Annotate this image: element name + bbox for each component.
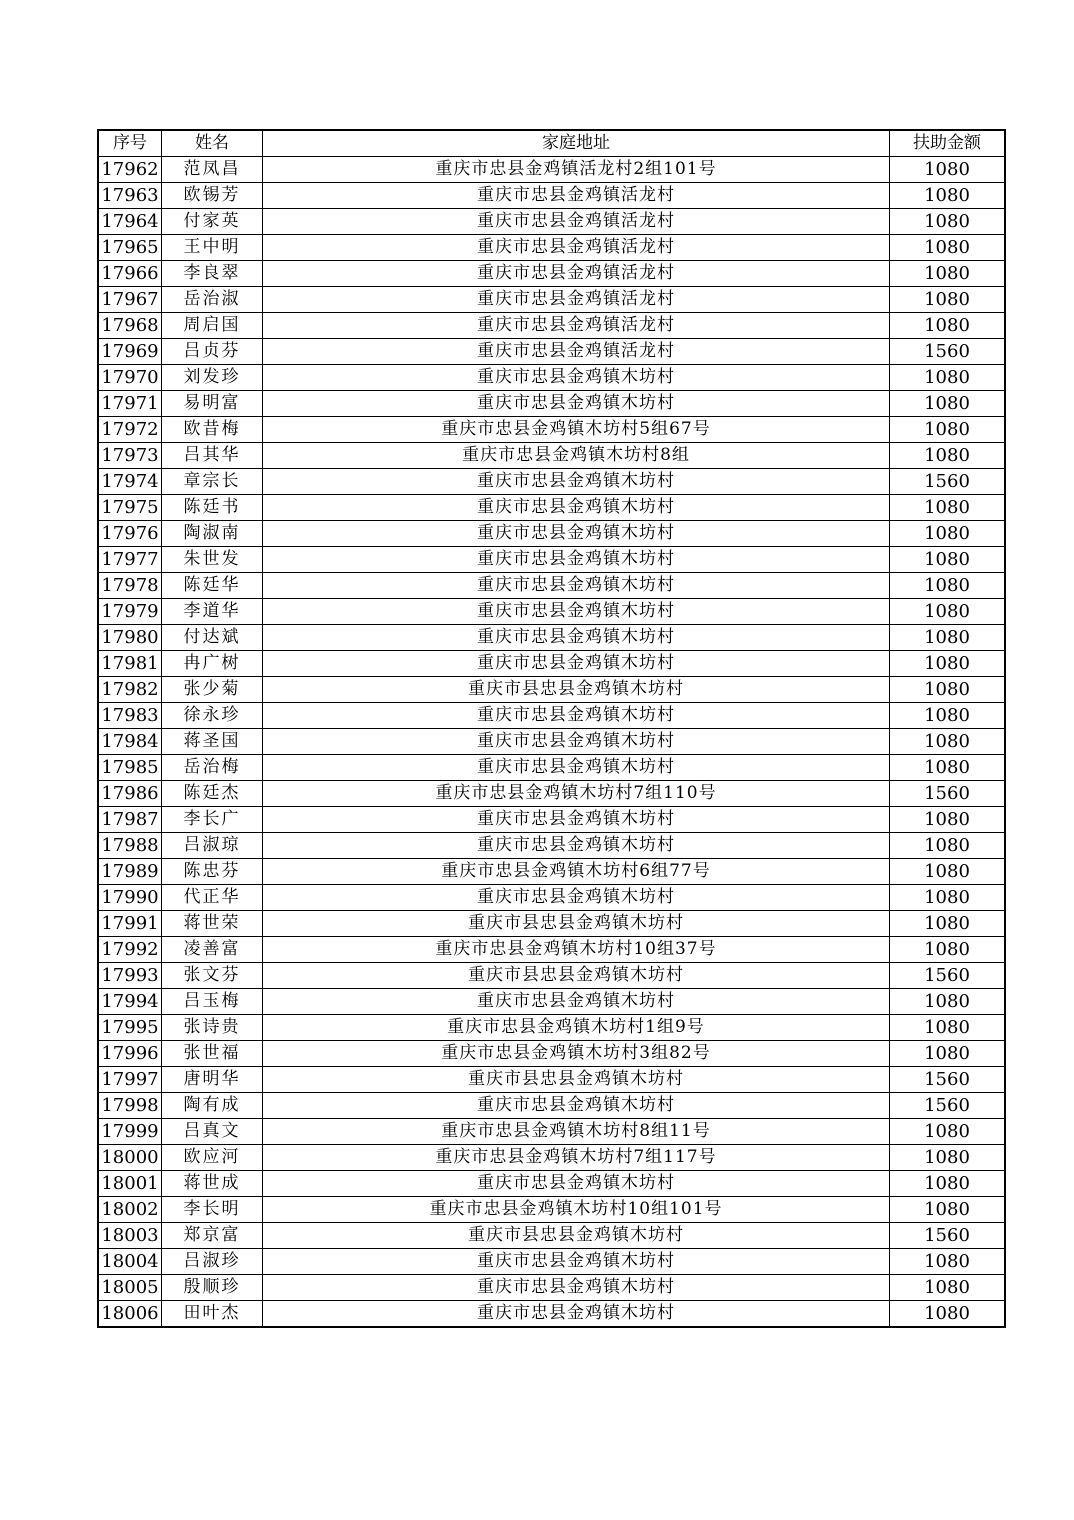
cell-assistance-amount: 1080 — [890, 547, 1006, 573]
cell-assistance-amount: 1080 — [890, 287, 1006, 313]
cell-serial-number: 17985 — [98, 755, 162, 781]
cell-home-address: 重庆市忠县金鸡镇木坊村 — [263, 1093, 890, 1119]
table-row — [98, 339, 1005, 365]
cell-name: 郑京富 — [162, 1223, 263, 1249]
cell-assistance-amount: 1080 — [890, 703, 1006, 729]
cell-assistance-amount: 1080 — [890, 911, 1006, 937]
header-serial-number: 序号 — [98, 130, 162, 157]
cell-name: 范凤昌 — [162, 157, 263, 183]
cell-serial-number: 17991 — [98, 911, 162, 937]
cell-assistance-amount: 1080 — [890, 651, 1006, 677]
cell-serial-number: 18005 — [98, 1275, 162, 1301]
table-row — [98, 495, 1005, 521]
cell-home-address: 重庆市忠县金鸡镇木坊村 — [263, 573, 890, 599]
cell-serial-number: 17981 — [98, 651, 162, 677]
cell-name: 吕淑琼 — [162, 833, 263, 859]
table-body — [98, 157, 1005, 1328]
table-row — [98, 1223, 1005, 1249]
cell-serial-number: 17968 — [98, 313, 162, 339]
cell-serial-number: 17994 — [98, 989, 162, 1015]
table-row — [98, 521, 1005, 547]
cell-home-address: 重庆市忠县金鸡镇活龙村 — [263, 313, 890, 339]
cell-name: 周启国 — [162, 313, 263, 339]
cell-home-address: 重庆市忠县金鸡镇木坊村 — [263, 1301, 890, 1328]
table-row — [98, 729, 1005, 755]
cell-name: 陶淑南 — [162, 521, 263, 547]
cell-assistance-amount: 1080 — [890, 495, 1006, 521]
cell-name: 付家英 — [162, 209, 263, 235]
cell-serial-number: 17982 — [98, 677, 162, 703]
cell-name: 欧应河 — [162, 1145, 263, 1171]
cell-assistance-amount: 1080 — [890, 417, 1006, 443]
table-row — [98, 1067, 1005, 1093]
cell-serial-number: 17973 — [98, 443, 162, 469]
cell-serial-number: 17987 — [98, 807, 162, 833]
table-row — [98, 313, 1005, 339]
cell-assistance-amount: 1080 — [890, 443, 1006, 469]
cell-name: 蒋圣国 — [162, 729, 263, 755]
table-row — [98, 1145, 1005, 1171]
cell-serial-number: 17977 — [98, 547, 162, 573]
cell-serial-number: 17970 — [98, 365, 162, 391]
cell-serial-number: 17999 — [98, 1119, 162, 1145]
table-row — [98, 183, 1005, 209]
cell-name: 陈廷华 — [162, 573, 263, 599]
cell-home-address: 重庆市忠县金鸡镇木坊村7组110号 — [263, 781, 890, 807]
cell-serial-number: 17971 — [98, 391, 162, 417]
cell-serial-number: 17993 — [98, 963, 162, 989]
table-row — [98, 235, 1005, 261]
table-row — [98, 885, 1005, 911]
cell-name: 张诗贵 — [162, 1015, 263, 1041]
cell-name: 张世福 — [162, 1041, 263, 1067]
cell-assistance-amount: 1560 — [890, 469, 1006, 495]
cell-serial-number: 17969 — [98, 339, 162, 365]
table-row — [98, 547, 1005, 573]
cell-home-address: 重庆市县忠县金鸡镇木坊村 — [263, 963, 890, 989]
cell-name: 朱世发 — [162, 547, 263, 573]
cell-assistance-amount: 1080 — [890, 1015, 1006, 1041]
cell-assistance-amount: 1080 — [890, 1249, 1006, 1275]
cell-name: 吕其华 — [162, 443, 263, 469]
table-row — [98, 1275, 1005, 1301]
assistance-table-sheet — [97, 129, 999, 1328]
cell-assistance-amount: 1080 — [890, 833, 1006, 859]
cell-assistance-amount: 1560 — [890, 963, 1006, 989]
cell-serial-number: 17996 — [98, 1041, 162, 1067]
header-row — [98, 130, 1005, 157]
table-row — [98, 755, 1005, 781]
cell-home-address: 重庆市忠县金鸡镇活龙村 — [263, 287, 890, 313]
cell-name: 李长明 — [162, 1197, 263, 1223]
cell-assistance-amount: 1560 — [890, 1223, 1006, 1249]
cell-home-address: 重庆市忠县金鸡镇木坊村 — [263, 599, 890, 625]
cell-assistance-amount: 1080 — [890, 807, 1006, 833]
cell-name: 吕真文 — [162, 1119, 263, 1145]
cell-name: 李良翠 — [162, 261, 263, 287]
cell-assistance-amount: 1080 — [890, 729, 1006, 755]
cell-serial-number: 18001 — [98, 1171, 162, 1197]
cell-serial-number: 17974 — [98, 469, 162, 495]
table-row — [98, 911, 1005, 937]
header-home-address: 家庭地址 — [263, 130, 890, 157]
cell-assistance-amount: 1080 — [890, 235, 1006, 261]
cell-serial-number: 17975 — [98, 495, 162, 521]
cell-name: 张文芬 — [162, 963, 263, 989]
cell-serial-number: 17963 — [98, 183, 162, 209]
cell-home-address: 重庆市忠县金鸡镇活龙村 — [263, 261, 890, 287]
cell-home-address: 重庆市县忠县金鸡镇木坊村 — [263, 911, 890, 937]
cell-name: 蒋世荣 — [162, 911, 263, 937]
cell-name: 唐明华 — [162, 1067, 263, 1093]
cell-assistance-amount: 1560 — [890, 1093, 1006, 1119]
cell-assistance-amount: 1080 — [890, 391, 1006, 417]
cell-name: 陈忠芬 — [162, 859, 263, 885]
table-row — [98, 1197, 1005, 1223]
cell-assistance-amount: 1080 — [890, 209, 1006, 235]
table-row — [98, 989, 1005, 1015]
table-row — [98, 1171, 1005, 1197]
table-row — [98, 287, 1005, 313]
cell-name: 凌善富 — [162, 937, 263, 963]
cell-home-address: 重庆市忠县金鸡镇木坊村1组9号 — [263, 1015, 890, 1041]
cell-home-address: 重庆市忠县金鸡镇木坊村3组82号 — [263, 1041, 890, 1067]
cell-assistance-amount: 1080 — [890, 885, 1006, 911]
cell-name: 王中明 — [162, 235, 263, 261]
cell-home-address: 重庆市忠县金鸡镇木坊村 — [263, 547, 890, 573]
cell-name: 陈廷杰 — [162, 781, 263, 807]
cell-serial-number: 17997 — [98, 1067, 162, 1093]
table-row — [98, 157, 1005, 183]
cell-assistance-amount: 1080 — [890, 1041, 1006, 1067]
cell-home-address: 重庆市忠县金鸡镇木坊村7组117号 — [263, 1145, 890, 1171]
table-row — [98, 209, 1005, 235]
cell-home-address: 重庆市忠县金鸡镇木坊村8组 — [263, 443, 890, 469]
cell-serial-number: 17984 — [98, 729, 162, 755]
cell-name: 岳治梅 — [162, 755, 263, 781]
table-row — [98, 1093, 1005, 1119]
cell-name: 欧昔梅 — [162, 417, 263, 443]
table-header — [98, 130, 1005, 157]
cell-assistance-amount: 1080 — [890, 677, 1006, 703]
cell-home-address: 重庆市忠县金鸡镇木坊村 — [263, 807, 890, 833]
cell-home-address: 重庆市忠县金鸡镇活龙村 — [263, 183, 890, 209]
cell-home-address: 重庆市忠县金鸡镇木坊村 — [263, 1275, 890, 1301]
cell-serial-number: 17998 — [98, 1093, 162, 1119]
table-row — [98, 963, 1005, 989]
cell-serial-number: 18003 — [98, 1223, 162, 1249]
cell-home-address: 重庆市忠县金鸡镇木坊村 — [263, 391, 890, 417]
cell-assistance-amount: 1560 — [890, 781, 1006, 807]
cell-assistance-amount: 1560 — [890, 339, 1006, 365]
cell-home-address: 重庆市县忠县金鸡镇木坊村 — [263, 677, 890, 703]
table-row — [98, 651, 1005, 677]
cell-home-address: 重庆市忠县金鸡镇木坊村6组77号 — [263, 859, 890, 885]
cell-name: 欧锡芳 — [162, 183, 263, 209]
table-row — [98, 625, 1005, 651]
cell-name: 冉广树 — [162, 651, 263, 677]
cell-assistance-amount: 1080 — [890, 183, 1006, 209]
cell-name: 易明富 — [162, 391, 263, 417]
table-row — [98, 1119, 1005, 1145]
table-row — [98, 937, 1005, 963]
cell-name: 田叶杰 — [162, 1301, 263, 1328]
cell-name: 刘发珍 — [162, 365, 263, 391]
cell-serial-number: 17980 — [98, 625, 162, 651]
cell-home-address: 重庆市忠县金鸡镇活龙村 — [263, 339, 890, 365]
cell-serial-number: 17989 — [98, 859, 162, 885]
cell-home-address: 重庆市忠县金鸡镇木坊村 — [263, 1249, 890, 1275]
cell-home-address: 重庆市忠县金鸡镇活龙村2组101号 — [263, 157, 890, 183]
cell-home-address: 重庆市忠县金鸡镇木坊村10组101号 — [263, 1197, 890, 1223]
cell-assistance-amount: 1080 — [890, 1275, 1006, 1301]
cell-home-address: 重庆市忠县金鸡镇木坊村 — [263, 365, 890, 391]
cell-home-address: 重庆市忠县金鸡镇木坊村 — [263, 833, 890, 859]
cell-serial-number: 18002 — [98, 1197, 162, 1223]
table-row — [98, 781, 1005, 807]
cell-home-address: 重庆市忠县金鸡镇木坊村 — [263, 729, 890, 755]
cell-name: 张少菊 — [162, 677, 263, 703]
cell-home-address: 重庆市忠县金鸡镇木坊村5组67号 — [263, 417, 890, 443]
cell-assistance-amount: 1080 — [890, 989, 1006, 1015]
table-row — [98, 573, 1005, 599]
cell-name: 陶有成 — [162, 1093, 263, 1119]
cell-home-address: 重庆市忠县金鸡镇木坊村 — [263, 703, 890, 729]
cell-home-address: 重庆市忠县金鸡镇木坊村 — [263, 989, 890, 1015]
cell-home-address: 重庆市忠县金鸡镇木坊村 — [263, 885, 890, 911]
table-row — [98, 469, 1005, 495]
cell-serial-number: 17978 — [98, 573, 162, 599]
table-row — [98, 443, 1005, 469]
cell-serial-number: 17962 — [98, 157, 162, 183]
cell-assistance-amount: 1080 — [890, 365, 1006, 391]
cell-assistance-amount: 1080 — [890, 521, 1006, 547]
cell-serial-number: 18000 — [98, 1145, 162, 1171]
table-row — [98, 1249, 1005, 1275]
cell-name: 殷顺珍 — [162, 1275, 263, 1301]
cell-name: 吕淑珍 — [162, 1249, 263, 1275]
cell-name: 李长广 — [162, 807, 263, 833]
table-row — [98, 599, 1005, 625]
cell-home-address: 重庆市忠县金鸡镇木坊村10组37号 — [263, 937, 890, 963]
cell-assistance-amount: 1080 — [890, 313, 1006, 339]
cell-serial-number: 17976 — [98, 521, 162, 547]
table-row — [98, 859, 1005, 885]
assistance-table — [97, 129, 1006, 1328]
cell-name: 付达斌 — [162, 625, 263, 651]
cell-home-address: 重庆市忠县金鸡镇木坊村 — [263, 1171, 890, 1197]
cell-assistance-amount: 1080 — [890, 859, 1006, 885]
cell-home-address: 重庆市忠县金鸡镇木坊村8组11号 — [263, 1119, 890, 1145]
header-name: 姓名 — [162, 130, 263, 157]
cell-assistance-amount: 1080 — [890, 573, 1006, 599]
cell-assistance-amount: 1080 — [890, 1197, 1006, 1223]
cell-home-address: 重庆市忠县金鸡镇木坊村 — [263, 469, 890, 495]
cell-assistance-amount: 1080 — [890, 157, 1006, 183]
header-assistance-amount: 扶助金额 — [890, 130, 1006, 157]
cell-home-address: 重庆市忠县金鸡镇木坊村 — [263, 495, 890, 521]
table-row — [98, 417, 1005, 443]
cell-home-address: 重庆市忠县金鸡镇活龙村 — [263, 235, 890, 261]
cell-name: 蒋世成 — [162, 1171, 263, 1197]
table-row — [98, 703, 1005, 729]
cell-name: 吕贞芬 — [162, 339, 263, 365]
cell-home-address: 重庆市县忠县金鸡镇木坊村 — [263, 1223, 890, 1249]
cell-serial-number: 17964 — [98, 209, 162, 235]
cell-serial-number: 17972 — [98, 417, 162, 443]
cell-name: 李道华 — [162, 599, 263, 625]
cell-assistance-amount: 1080 — [890, 599, 1006, 625]
cell-name: 岳治淑 — [162, 287, 263, 313]
cell-assistance-amount: 1080 — [890, 1119, 1006, 1145]
table-row — [98, 833, 1005, 859]
cell-home-address: 重庆市忠县金鸡镇木坊村 — [263, 651, 890, 677]
cell-assistance-amount: 1080 — [890, 625, 1006, 651]
cell-serial-number: 17992 — [98, 937, 162, 963]
cell-serial-number: 17995 — [98, 1015, 162, 1041]
cell-serial-number: 17988 — [98, 833, 162, 859]
table-row — [98, 1015, 1005, 1041]
cell-assistance-amount: 1080 — [890, 755, 1006, 781]
cell-serial-number: 17967 — [98, 287, 162, 313]
cell-serial-number: 17979 — [98, 599, 162, 625]
table-row — [98, 365, 1005, 391]
table-row — [98, 391, 1005, 417]
cell-serial-number: 18004 — [98, 1249, 162, 1275]
cell-home-address: 重庆市忠县金鸡镇木坊村 — [263, 625, 890, 651]
table-row — [98, 807, 1005, 833]
cell-assistance-amount: 1560 — [890, 1067, 1006, 1093]
cell-serial-number: 17983 — [98, 703, 162, 729]
cell-assistance-amount: 1080 — [890, 1301, 1006, 1328]
cell-serial-number: 17966 — [98, 261, 162, 287]
cell-assistance-amount: 1080 — [890, 937, 1006, 963]
cell-name: 徐永珍 — [162, 703, 263, 729]
cell-home-address: 重庆市县忠县金鸡镇木坊村 — [263, 1067, 890, 1093]
table-row — [98, 1301, 1005, 1328]
cell-assistance-amount: 1080 — [890, 1171, 1006, 1197]
cell-assistance-amount: 1080 — [890, 1145, 1006, 1171]
table-row — [98, 677, 1005, 703]
cell-name: 章宗长 — [162, 469, 263, 495]
cell-home-address: 重庆市忠县金鸡镇活龙村 — [263, 209, 890, 235]
table-row — [98, 1041, 1005, 1067]
cell-serial-number: 17986 — [98, 781, 162, 807]
cell-name: 代正华 — [162, 885, 263, 911]
table-row — [98, 261, 1005, 287]
cell-home-address: 重庆市忠县金鸡镇木坊村 — [263, 521, 890, 547]
cell-name: 陈廷书 — [162, 495, 263, 521]
cell-serial-number: 17990 — [98, 885, 162, 911]
cell-name: 吕玉梅 — [162, 989, 263, 1015]
cell-serial-number: 18006 — [98, 1301, 162, 1328]
cell-serial-number: 17965 — [98, 235, 162, 261]
cell-assistance-amount: 1080 — [890, 261, 1006, 287]
cell-home-address: 重庆市忠县金鸡镇木坊村 — [263, 755, 890, 781]
